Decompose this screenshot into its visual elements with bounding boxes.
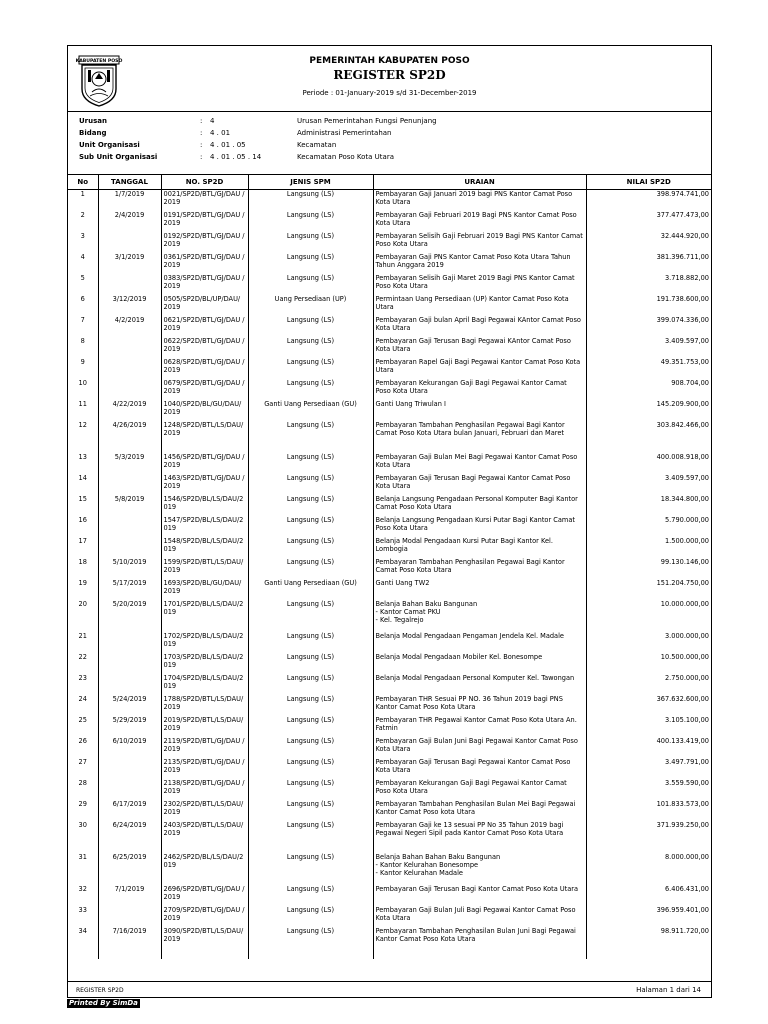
cell-nilai: 400.008.918,00	[656, 452, 709, 461]
column-header-no: No	[68, 174, 98, 190]
table-row	[68, 379, 711, 400]
info-label: Bidang	[79, 129, 107, 137]
info-colon: :	[200, 141, 203, 149]
cell-jenis: Langsung (LS)	[248, 885, 373, 906]
cell-sp2d: 2696/SP2D/BTL/GJ/DAU /2019	[161, 885, 248, 906]
cell-nilai: 399.074.336,00	[656, 315, 709, 324]
cell-no: 22	[68, 653, 98, 674]
cell-no: 33	[68, 906, 98, 927]
cell-sp2d: 3090/SP2D/BTL/LS/DAU/ 2019	[161, 927, 248, 959]
cell-tanggal	[98, 906, 161, 927]
table-row	[68, 653, 711, 674]
cell-jenis: Langsung (LS)	[248, 495, 373, 516]
cell-nilai: 3.000.000,00	[664, 631, 709, 640]
cell-jenis: Langsung (LS)	[248, 821, 373, 853]
info-desc: Urusan Pemerintahan Fungsi Penunjang	[297, 117, 437, 125]
document-frame	[67, 45, 712, 998]
cell-nilai: 381.396.711,00	[656, 252, 709, 261]
cell-jenis: Langsung (LS)	[248, 274, 373, 295]
cell-sp2d: 0361/SP2D/BTL/GJ/DAU /2019	[161, 253, 248, 274]
cell-uraian: Pembayaran THR Sesuai PP NO. 36 Tahun 2019 bagi PNS Kantor Camat Poso Kota Utara	[373, 695, 586, 716]
cell-tanggal: 6/17/2019	[98, 800, 161, 821]
cell-no: 29	[68, 800, 98, 821]
cell-nilai: 18.344.800,00	[660, 494, 709, 503]
cell-uraian: Pembayaran Gaji Terusan Bagi Pegawai KAntor Camat Poso Kota Utara	[373, 337, 586, 358]
cell-jenis: Uang Persediaan (UP)	[248, 295, 373, 316]
cell-nilai: 398.974.741,00	[656, 190, 709, 198]
table-row	[68, 316, 711, 337]
cell-tanggal: 2/4/2019	[98, 211, 161, 232]
cell-nilai: 3.105.100,00	[664, 715, 709, 724]
cell-no: 13	[68, 453, 98, 474]
cell-tanggal: 6/24/2019	[98, 821, 161, 853]
cell-sp2d: 0621/SP2D/BTL/GJ/DAU /2019	[161, 316, 248, 337]
cell-sp2d: 1701/SP2D/BL/LS/DAU/2 019	[161, 600, 248, 632]
cell-jenis: Langsung (LS)	[248, 537, 373, 558]
cell-no: 26	[68, 737, 98, 758]
table-row	[68, 716, 711, 737]
cell-tanggal	[98, 379, 161, 400]
cell-nilai: 367.632.600,00	[656, 694, 709, 703]
cell-sp2d: 2019/SP2D/BTL/LS/DAU/ 2019	[161, 716, 248, 737]
cell-jenis: Langsung (LS)	[248, 516, 373, 537]
cell-no: 15	[68, 495, 98, 516]
cell-no: 21	[68, 632, 98, 653]
table-row	[68, 232, 711, 253]
cell-uraian: Pembayaran Gaji ke 13 sesuai PP No 35 Tahun 2019 bagi Pegawai Negeri Sipil pada Kantor Camat Poso Kota Utara	[373, 821, 586, 853]
cell-sp2d: 2709/SP2D/BTL/GJ/DAU /2019	[161, 906, 248, 927]
cell-no: 23	[68, 674, 98, 695]
cell-uraian: Pembayaran Selisih Gaji Februari 2019 Bagi PNS Kantor Camat Poso Kota Utara	[373, 232, 586, 253]
cell-uraian: Pembayaran Rapel Gaji Bagi Pegawai Kantor Camat Poso Kota Utara	[373, 358, 586, 379]
cell-tanggal	[98, 358, 161, 379]
sp2d-register-table	[68, 174, 711, 959]
cell-no: 16	[68, 516, 98, 537]
cell-tanggal: 5/10/2019	[98, 558, 161, 579]
cell-uraian: Pembayaran THR Pegawai Kantor Camat Poso Kota Utara An. Fatmin	[373, 716, 586, 737]
cell-no: 4	[68, 253, 98, 274]
table-row	[68, 558, 711, 579]
cell-no: 9	[68, 358, 98, 379]
cell-nilai: 1.500.000,00	[664, 536, 709, 545]
cell-tanggal: 6/25/2019	[98, 853, 161, 885]
cell-jenis: Langsung (LS)	[248, 674, 373, 695]
cell-sp2d: 0622/SP2D/BTL/GJ/DAU /2019	[161, 337, 248, 358]
cell-sp2d: 1704/SP2D/BL/LS/DAU/2 019	[161, 674, 248, 695]
cell-tanggal: 6/10/2019	[98, 737, 161, 758]
info-colon: :	[200, 117, 203, 125]
info-row-sub-unit	[68, 153, 711, 165]
cell-nilai: 10.000.000,00	[660, 599, 709, 608]
cell-nilai: 98.911.720,00	[660, 926, 709, 935]
table-row	[68, 358, 711, 379]
table-row	[68, 779, 711, 800]
cell-nilai: 49.351.753,00	[660, 357, 709, 366]
cell-uraian: Pembayaran Tambahan Penghasilan Pegawai Bagi Kantor Camat Poso Kota Utara	[373, 558, 586, 579]
cell-uraian: Belanja Langsung Pengadaan Personal Komputer Bagi Kantor Camat Poso Kota Utara	[373, 495, 586, 516]
table-row	[68, 800, 711, 821]
cell-sp2d: 1546/SP2D/BL/LS/DAU/2 019	[161, 495, 248, 516]
info-desc: Administrasi Pemerintahan	[297, 129, 392, 137]
cell-nilai: 145.209.900,00	[656, 399, 709, 408]
cell-tanggal	[98, 516, 161, 537]
cell-no: 24	[68, 695, 98, 716]
table-row	[68, 495, 711, 516]
info-row-bidang	[68, 129, 711, 141]
column-header-tanggal: TANGGAL	[98, 174, 161, 190]
table-body	[68, 190, 711, 959]
table-row	[68, 695, 711, 716]
cell-uraian: Pembayaran Gaji Terusan Bagi Kantor Camat Poso Kota Utara	[373, 885, 586, 906]
cell-no: 30	[68, 821, 98, 853]
cell-jenis: Langsung (LS)	[248, 358, 373, 379]
cell-sp2d: 0191/SP2D/BTL/GJ/DAU /2019	[161, 211, 248, 232]
cell-tanggal	[98, 653, 161, 674]
cell-uraian: Permintaan Uang Persediaan (UP) Kantor Camat Poso Kota Utara	[373, 295, 586, 316]
cell-sp2d: 0628/SP2D/BTL/GJ/DAU /2019	[161, 358, 248, 379]
column-header-no-sp2d: NO. SP2D	[161, 174, 248, 190]
table-row	[68, 190, 711, 211]
table-row	[68, 579, 711, 600]
cell-sp2d: 1599/SP2D/BTL/LS/DAU/ 2019	[161, 558, 248, 579]
cell-sp2d: 1548/SP2D/BL/LS/DAU/2 019	[161, 537, 248, 558]
cell-uraian: Belanja Modal Pengadaan Pengaman Jendela Kel. Madale	[373, 632, 586, 653]
cell-no: 28	[68, 779, 98, 800]
svg-text:KABUPATEN POSO: KABUPATEN POSO	[75, 59, 123, 65]
table-row	[68, 674, 711, 695]
cell-sp2d: 1463/SP2D/BTL/GJ/DAU /2019	[161, 474, 248, 495]
info-colon: :	[200, 129, 203, 137]
cell-tanggal	[98, 274, 161, 295]
cell-no: 10	[68, 379, 98, 400]
cell-tanggal	[98, 632, 161, 653]
cell-sp2d: 0021/SP2D/BTL/GJ/DAU /2019	[161, 190, 248, 211]
cell-tanggal	[98, 232, 161, 253]
cell-nilai: 2.750.000,00	[664, 673, 709, 682]
cell-no: 25	[68, 716, 98, 737]
cell-jenis: Langsung (LS)	[248, 379, 373, 400]
cell-tanggal: 7/1/2019	[98, 885, 161, 906]
footer-report-name: REGISTER SP2D	[76, 987, 124, 994]
cell-jenis: Langsung (LS)	[248, 927, 373, 959]
cell-nilai: 400.133.419,00	[656, 736, 709, 745]
cell-jenis: Langsung (LS)	[248, 653, 373, 674]
cell-uraian: Pembayaran Selisih Gaji Maret 2019 Bagi PNS Kantor Camat Poso Kota Utara	[373, 274, 586, 295]
cell-jenis: Langsung (LS)	[248, 453, 373, 474]
cell-no: 3	[68, 232, 98, 253]
cell-nilai: 3.497.791,00	[664, 757, 709, 766]
cell-tanggal: 5/24/2019	[98, 695, 161, 716]
cell-jenis: Langsung (LS)	[248, 253, 373, 274]
cell-sp2d: 1788/SP2D/BTL/LS/DAU/ 2019	[161, 695, 248, 716]
info-row-urusan	[68, 117, 711, 129]
cell-nilai: 10.500.000,00	[660, 652, 709, 661]
cell-uraian: Pembayaran Tambahan Penghasilan Pegawai Bagi Kantor Camat Poso Kota Utara bulan Januari, Februari dan Maret	[373, 421, 586, 453]
cell-tanggal: 5/20/2019	[98, 600, 161, 632]
info-code: 4 . 01 . 05 . 14	[210, 153, 262, 161]
cell-jenis: Langsung (LS)	[248, 558, 373, 579]
cell-uraian: Pembayaran Gaji bulan April Bagi Pegawai KAntor Camat Poso Kota Utara	[373, 316, 586, 337]
cell-uraian: Belanja Modal Pengadaan Personal Komputer Kel. Tawongan	[373, 674, 586, 695]
cell-nilai: 3.409.597,00	[664, 336, 709, 345]
table-row	[68, 295, 711, 316]
table-row	[68, 737, 711, 758]
cell-jenis: Langsung (LS)	[248, 716, 373, 737]
cell-uraian: Pembayaran Tambahan Penghasilan Bulan Juni Bagi Pegawai Kantor Camat Poso Kota Utara	[373, 927, 586, 959]
info-desc: Kecamatan	[297, 141, 337, 149]
cell-tanggal: 5/8/2019	[98, 495, 161, 516]
cell-tanggal	[98, 674, 161, 695]
table-row	[68, 885, 711, 906]
table-row	[68, 474, 711, 495]
cell-uraian: Belanja Modal Pengadaan Kursi Putar Bagi Kantor Kel. Lombogia	[373, 537, 586, 558]
cell-no: 32	[68, 885, 98, 906]
cell-tanggal: 1/7/2019	[98, 190, 161, 211]
cell-uraian: Belanja Modal Pengadaan Mobiler Kel. Bonesompe	[373, 653, 586, 674]
table-row	[68, 853, 711, 885]
organization-info	[68, 111, 711, 175]
table-row	[68, 337, 711, 358]
info-code: 4	[210, 117, 215, 125]
cell-uraian: Pembayaran Gaji Terusan Bagi Pegawai Kantor Camat Poso Kota Utara	[373, 758, 586, 779]
cell-nilai: 3.718.882,00	[664, 273, 709, 282]
cell-sp2d: 1703/SP2D/BL/LS/DAU/2 019	[161, 653, 248, 674]
cell-sp2d: 0679/SP2D/BTL/GJ/DAU /2019	[161, 379, 248, 400]
cell-no: 20	[68, 600, 98, 632]
cell-no: 12	[68, 421, 98, 453]
cell-no: 18	[68, 558, 98, 579]
cell-uraian: Belanja Langsung Pengadaan Kursi Putar Bagi Kantor Camat Poso Kota Utara	[373, 516, 586, 537]
page-footer	[68, 981, 711, 998]
cell-no: 6	[68, 295, 98, 316]
cell-jenis: Langsung (LS)	[248, 695, 373, 716]
cell-sp2d: 1040/SP2D/BL/GU/DAU/ 2019	[161, 400, 248, 421]
cell-uraian: Ganti Uang Triwulan I	[373, 400, 586, 421]
cell-jenis: Langsung (LS)	[248, 632, 373, 653]
table-row	[68, 758, 711, 779]
table-row	[68, 400, 711, 421]
cell-no: 8	[68, 337, 98, 358]
cell-tanggal	[98, 758, 161, 779]
cell-jenis: Langsung (LS)	[248, 737, 373, 758]
cell-jenis: Langsung (LS)	[248, 853, 373, 885]
cell-jenis: Ganti Uang Persediaan (GU)	[248, 579, 373, 600]
cell-uraian: Pembayaran Kekurangan Gaji Bagi Pegawai Kantor Camat Poso Kota Utara	[373, 779, 586, 800]
cell-jenis: Langsung (LS)	[248, 190, 373, 211]
cell-sp2d: 1547/SP2D/BL/LS/DAU/2 019	[161, 516, 248, 537]
cell-jenis: Langsung (LS)	[248, 421, 373, 453]
cell-uraian: Pembayaran Gaji Bulan Juni Bagi Pegawai Kantor Camat Poso Kota Utara	[373, 737, 586, 758]
cell-uraian: Pembayaran Gaji Bulan Mei Bagi Pegawai Kantor Camat Poso Kota Utara	[373, 453, 586, 474]
cell-sp2d: 2462/SP2D/BL/LS/DAU/2 019	[161, 853, 248, 885]
cell-tanggal	[98, 537, 161, 558]
cell-tanggal: 5/17/2019	[98, 579, 161, 600]
info-row-unit-organisasi	[68, 141, 711, 153]
cell-jenis: Langsung (LS)	[248, 316, 373, 337]
cell-tanggal	[98, 474, 161, 495]
table-row	[68, 821, 711, 853]
cell-tanggal: 3/12/2019	[98, 295, 161, 316]
info-label: Urusan	[79, 117, 107, 125]
info-label: Unit Organisasi	[79, 141, 140, 149]
document-title: REGISTER SP2D	[333, 68, 446, 82]
cell-jenis: Langsung (LS)	[248, 211, 373, 232]
cell-tanggal: 4/26/2019	[98, 421, 161, 453]
table-row	[68, 516, 711, 537]
cell-uraian: Belanja Bahan Bahan Baku Bangunan - Kantor Kelurahan Bonesompe - Kantor Kelurahan Madale	[373, 853, 586, 885]
cell-nilai: 3.559.590,00	[664, 778, 709, 787]
cell-jenis: Langsung (LS)	[248, 474, 373, 495]
table-row	[68, 421, 711, 453]
table-header-row	[68, 174, 711, 190]
cell-nilai: 3.409.597,00	[664, 473, 709, 482]
document-header	[68, 46, 711, 112]
cell-nilai: 377.477.473,00	[656, 210, 709, 219]
table-row	[68, 632, 711, 653]
table-row	[68, 253, 711, 274]
table-row	[68, 274, 711, 295]
info-desc: Kecamatan Poso Kota Utara	[297, 153, 395, 161]
cell-no: 7	[68, 316, 98, 337]
table-row	[68, 537, 711, 558]
cell-sp2d: 2138/SP2D/BTL/GJ/DAU /2019	[161, 779, 248, 800]
column-header-uraian: URAIAN	[373, 174, 586, 190]
cell-nilai: 908.704,00	[671, 378, 709, 387]
info-code: 4 . 01 . 05	[210, 141, 246, 149]
cell-sp2d: 1456/SP2D/BTL/GJ/DAU /2019	[161, 453, 248, 474]
cell-no: 11	[68, 400, 98, 421]
cell-jenis: Langsung (LS)	[248, 758, 373, 779]
printed-by-label: Printed By SimDa	[69, 999, 138, 1007]
table-row	[68, 453, 711, 474]
cell-tanggal	[98, 779, 161, 800]
cell-uraian: Belanja Bahan Baku Bangunan - Kantor Camat PKU - Kel. Tegalrejo	[373, 600, 586, 632]
column-header-nilai-sp2d: NILAI SP2D	[586, 174, 711, 190]
cell-uraian: Ganti Uang TW2	[373, 579, 586, 600]
cell-no: 34	[68, 927, 98, 959]
government-name: PEMERINTAH KABUPATEN POSO	[309, 56, 470, 66]
cell-jenis: Langsung (LS)	[248, 232, 373, 253]
cell-uraian: Pembayaran Gaji Bulan Juli Bagi Pegawai Kantor Camat Poso Kota Utara	[373, 906, 586, 927]
cell-sp2d: 0383/SP2D/BTL/GJ/DAU /2019	[161, 274, 248, 295]
info-code: 4 . 01	[210, 129, 231, 137]
cell-jenis: Langsung (LS)	[248, 600, 373, 632]
cell-sp2d: 1248/SP2D/BTL/LS/DAU/ 2019	[161, 421, 248, 453]
cell-sp2d: 2302/SP2D/BTL/LS/DAU/ 2019	[161, 800, 248, 821]
cell-no: 17	[68, 537, 98, 558]
cell-nilai: 32.444.920,00	[660, 231, 709, 240]
cell-jenis: Ganti Uang Persediaan (GU)	[248, 400, 373, 421]
cell-no: 14	[68, 474, 98, 495]
cell-tanggal: 5/3/2019	[98, 453, 161, 474]
cell-uraian: Pembayaran Gaji Februari 2019 Bagi PNS Kantor Camat Poso Kota Utara	[373, 211, 586, 232]
table-row	[68, 600, 711, 632]
cell-jenis: Langsung (LS)	[248, 337, 373, 358]
cell-uraian: Pembayaran Kekurangan Gaji Bagi Pegawai Kantor Camat Poso Kota Utara	[373, 379, 586, 400]
cell-sp2d: 2135/SP2D/BTL/GJ/DAU /2019	[161, 758, 248, 779]
table-row	[68, 906, 711, 927]
table-row	[68, 927, 711, 959]
cell-jenis: Langsung (LS)	[248, 906, 373, 927]
cell-jenis: Langsung (LS)	[248, 779, 373, 800]
cell-uraian: Pembayaran Gaji PNS Kantor Camat Poso Kota Utara Tahun Tahun Anggara 2019	[373, 253, 586, 274]
cell-nilai: 303.842.466,00	[656, 420, 709, 429]
cell-uraian: Pembayaran Tambahan Penghasilan Bulan Mei Bagi Pegawai Kantor Camat Poso kota Utara	[373, 800, 586, 821]
cell-sp2d: 2403/SP2D/BTL/LS/DAU/ 2019	[161, 821, 248, 853]
cell-sp2d: 0505/SP2D/BL/UP/DAU/ 2019	[161, 295, 248, 316]
info-label: Sub Unit Organisasi	[79, 153, 158, 161]
cell-no: 19	[68, 579, 98, 600]
cell-uraian: Pembayaran Gaji Januari 2019 bagi PNS Kantor Camat Poso Kota Utara	[373, 190, 586, 211]
cell-nilai: 371.939.250,00	[656, 820, 709, 829]
cell-no: 1	[68, 190, 98, 211]
cell-tanggal	[98, 337, 161, 358]
page-number: Halaman 1 dari 14	[636, 986, 701, 994]
cell-nilai: 8.000.000,00	[664, 852, 709, 861]
cell-nilai: 151.204.750,00	[656, 578, 709, 587]
period-text: Periode : 01-January-2019 s/d 31-December-2019	[302, 89, 477, 97]
cell-nilai: 6.406.431,00	[664, 884, 709, 893]
cell-tanggal: 3/1/2019	[98, 253, 161, 274]
cell-tanggal: 4/2/2019	[98, 316, 161, 337]
cell-tanggal: 7/16/2019	[98, 927, 161, 959]
cell-uraian: Pembayaran Gaji Terusan Bagi Pegawai Kantor Camat Poso Kota Utara	[373, 474, 586, 495]
cell-no: 5	[68, 274, 98, 295]
cell-sp2d: 1693/SP2D/BL/GU/DAU/ 2019	[161, 579, 248, 600]
cell-nilai: 396.959.401,00	[656, 905, 709, 914]
cell-jenis: Langsung (LS)	[248, 800, 373, 821]
cell-nilai: 5.790.000,00	[664, 515, 709, 524]
cell-nilai: 99.130.146,00	[660, 557, 709, 566]
table-row	[68, 211, 711, 232]
cell-no: 27	[68, 758, 98, 779]
cell-sp2d: 2119/SP2D/BTL/GJ/DAU /2019	[161, 737, 248, 758]
cell-no: 2	[68, 211, 98, 232]
info-colon: :	[200, 153, 203, 161]
cell-sp2d: 1702/SP2D/BL/LS/DAU/2 019	[161, 632, 248, 653]
cell-sp2d: 0192/SP2D/BTL/GJ/DAU /2019	[161, 232, 248, 253]
cell-nilai: 101.833.573,00	[656, 799, 709, 808]
cell-no: 31	[68, 853, 98, 885]
cell-nilai: 191.738.600,00	[656, 294, 709, 303]
cell-tanggal: 4/22/2019	[98, 400, 161, 421]
column-header-jenis-spm: JENIS SPM	[248, 174, 373, 190]
cell-tanggal: 5/29/2019	[98, 716, 161, 737]
